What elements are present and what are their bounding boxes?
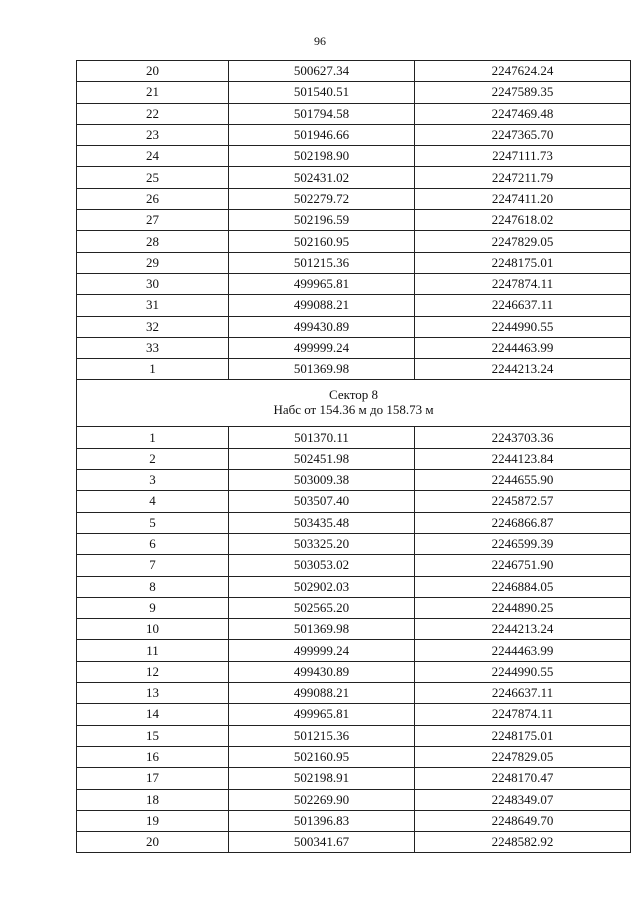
- point-number-cell: 27: [77, 210, 229, 231]
- y-coordinate-cell: 2244213.24: [415, 359, 631, 380]
- point-number-cell: 1: [77, 427, 229, 448]
- table-row: [77, 103, 631, 124]
- table-row: [77, 124, 631, 145]
- y-coordinate-cell: 2246866.87: [415, 512, 631, 533]
- table-row: [77, 231, 631, 252]
- x-coordinate-cell: 502902.03: [229, 576, 415, 597]
- table-row: [77, 210, 631, 231]
- y-coordinate-cell: 2247365.70: [415, 124, 631, 145]
- table-row: [77, 597, 631, 618]
- x-coordinate-cell: 501540.51: [229, 82, 415, 103]
- point-number-cell: 23: [77, 124, 229, 145]
- y-coordinate-cell: 2244990.55: [415, 316, 631, 337]
- table-row: [77, 337, 631, 358]
- x-coordinate-cell: 501369.98: [229, 619, 415, 640]
- sector-header: [77, 380, 631, 427]
- x-coordinate-cell: 501794.58: [229, 103, 415, 124]
- point-number-cell: 11: [77, 640, 229, 661]
- point-number-cell: 12: [77, 661, 229, 682]
- table-row: [77, 768, 631, 789]
- point-number-cell: 2: [77, 448, 229, 469]
- table-row: [77, 640, 631, 661]
- y-coordinate-cell: 2243703.36: [415, 427, 631, 448]
- x-coordinate-cell: 499430.89: [229, 316, 415, 337]
- y-coordinate-cell: 2247589.35: [415, 82, 631, 103]
- point-number-cell: 13: [77, 683, 229, 704]
- x-coordinate-cell: 499999.24: [229, 640, 415, 661]
- x-coordinate-cell: 502160.95: [229, 231, 415, 252]
- x-coordinate-cell: 499088.21: [229, 295, 415, 316]
- x-coordinate-cell: 501369.98: [229, 359, 415, 380]
- table-row: [77, 146, 631, 167]
- x-coordinate-cell: 501946.66: [229, 124, 415, 145]
- y-coordinate-cell: 2246884.05: [415, 576, 631, 597]
- point-number-cell: 20: [77, 61, 229, 82]
- point-number-cell: 30: [77, 273, 229, 294]
- table-row: [77, 491, 631, 512]
- point-number-cell: 20: [77, 832, 229, 853]
- y-coordinate-cell: 2247469.48: [415, 103, 631, 124]
- x-coordinate-cell: 502160.95: [229, 746, 415, 767]
- table-row: [77, 789, 631, 810]
- y-coordinate-cell: 2248649.70: [415, 810, 631, 831]
- y-coordinate-cell: 2247111.73: [415, 146, 631, 167]
- point-number-cell: 26: [77, 188, 229, 209]
- point-number-cell: 25: [77, 167, 229, 188]
- table-row: [77, 619, 631, 640]
- sector-elevation-range: Набс от 154.36 м до 158.73 м: [273, 402, 434, 418]
- y-coordinate-cell: 2244463.99: [415, 337, 631, 358]
- point-number-cell: 6: [77, 533, 229, 554]
- table-row: [77, 704, 631, 725]
- x-coordinate-cell: 503507.40: [229, 491, 415, 512]
- x-coordinate-cell: 500341.67: [229, 832, 415, 853]
- x-coordinate-cell: 502269.90: [229, 789, 415, 810]
- point-number-cell: 19: [77, 810, 229, 831]
- y-coordinate-cell: 2244213.24: [415, 619, 631, 640]
- point-number-cell: 14: [77, 704, 229, 725]
- point-number-cell: 1: [77, 359, 229, 380]
- point-number-cell: 32: [77, 316, 229, 337]
- point-number-cell: 18: [77, 789, 229, 810]
- table-row: [77, 832, 631, 853]
- y-coordinate-cell: 2244655.90: [415, 470, 631, 491]
- y-coordinate-cell: 2247874.11: [415, 704, 631, 725]
- table-row: [77, 82, 631, 103]
- x-coordinate-cell: 500627.34: [229, 61, 415, 82]
- x-coordinate-cell: 503435.48: [229, 512, 415, 533]
- point-number-cell: 31: [77, 295, 229, 316]
- table-row: [77, 533, 631, 554]
- point-number-cell: 24: [77, 146, 229, 167]
- point-number-cell: 33: [77, 337, 229, 358]
- table-row: [77, 295, 631, 316]
- table-row: [77, 746, 631, 767]
- x-coordinate-cell: 503009.38: [229, 470, 415, 491]
- x-coordinate-cell: 502565.20: [229, 597, 415, 618]
- x-coordinate-cell: 502451.98: [229, 448, 415, 469]
- table-row: [77, 359, 631, 380]
- table-body-after: [77, 427, 631, 853]
- page-number: 96: [314, 34, 326, 48]
- y-coordinate-cell: 2248582.92: [415, 832, 631, 853]
- point-number-cell: 22: [77, 103, 229, 124]
- table-row: [77, 448, 631, 469]
- point-number-cell: 29: [77, 252, 229, 273]
- x-coordinate-cell: 499965.81: [229, 704, 415, 725]
- x-coordinate-cell: 501215.36: [229, 252, 415, 273]
- x-coordinate-cell: 503325.20: [229, 533, 415, 554]
- x-coordinate-cell: 502196.59: [229, 210, 415, 231]
- table-row: [77, 427, 631, 448]
- y-coordinate-cell: 2246599.39: [415, 533, 631, 554]
- x-coordinate-cell: 499999.24: [229, 337, 415, 358]
- y-coordinate-cell: 2247874.11: [415, 273, 631, 294]
- point-number-cell: 8: [77, 576, 229, 597]
- point-number-cell: 15: [77, 725, 229, 746]
- y-coordinate-cell: 2246751.90: [415, 555, 631, 576]
- x-coordinate-cell: 503053.02: [229, 555, 415, 576]
- table-row: [77, 661, 631, 682]
- point-number-cell: 28: [77, 231, 229, 252]
- y-coordinate-cell: 2248349.07: [415, 789, 631, 810]
- y-coordinate-cell: 2244990.55: [415, 661, 631, 682]
- table-row: [77, 61, 631, 82]
- point-number-cell: 17: [77, 768, 229, 789]
- x-coordinate-cell: 499088.21: [229, 683, 415, 704]
- table-row: [77, 316, 631, 337]
- point-number-cell: 16: [77, 746, 229, 767]
- x-coordinate-cell: 502198.90: [229, 146, 415, 167]
- coordinates-table: [76, 60, 631, 853]
- point-number-cell: 10: [77, 619, 229, 640]
- point-number-cell: 3: [77, 470, 229, 491]
- y-coordinate-cell: 2247829.05: [415, 746, 631, 767]
- y-coordinate-cell: 2246637.11: [415, 683, 631, 704]
- y-coordinate-cell: 2244463.99: [415, 640, 631, 661]
- x-coordinate-cell: 501396.83: [229, 810, 415, 831]
- table-row: [77, 810, 631, 831]
- y-coordinate-cell: 2247618.02: [415, 210, 631, 231]
- table-body-before: [77, 61, 631, 380]
- sector-row: [77, 380, 631, 427]
- table-row: [77, 470, 631, 491]
- y-coordinate-cell: 2247211.79: [415, 167, 631, 188]
- table-row: [77, 252, 631, 273]
- y-coordinate-cell: 2248175.01: [415, 725, 631, 746]
- x-coordinate-cell: 502279.72: [229, 188, 415, 209]
- y-coordinate-cell: 2244890.25: [415, 597, 631, 618]
- y-coordinate-cell: 2245872.57: [415, 491, 631, 512]
- x-coordinate-cell: 499965.81: [229, 273, 415, 294]
- x-coordinate-cell: 502198.91: [229, 768, 415, 789]
- x-coordinate-cell: 501370.11: [229, 427, 415, 448]
- point-number-cell: 9: [77, 597, 229, 618]
- y-coordinate-cell: 2244123.84: [415, 448, 631, 469]
- y-coordinate-cell: 2247624.24: [415, 61, 631, 82]
- point-number-cell: 4: [77, 491, 229, 512]
- y-coordinate-cell: 2247829.05: [415, 231, 631, 252]
- point-number-cell: 21: [77, 82, 229, 103]
- point-number-cell: 7: [77, 555, 229, 576]
- table-row: [77, 512, 631, 533]
- x-coordinate-cell: 501215.36: [229, 725, 415, 746]
- point-number-cell: 5: [77, 512, 229, 533]
- table-row: [77, 725, 631, 746]
- y-coordinate-cell: 2246637.11: [415, 295, 631, 316]
- sector-cell: [77, 380, 631, 427]
- x-coordinate-cell: 502431.02: [229, 167, 415, 188]
- table-row: [77, 683, 631, 704]
- table-row: [77, 273, 631, 294]
- table-row: [77, 188, 631, 209]
- table-row: [77, 555, 631, 576]
- sector-title: Сектор 8: [328, 387, 378, 403]
- y-coordinate-cell: 2247411.20: [415, 188, 631, 209]
- y-coordinate-cell: 2248175.01: [415, 252, 631, 273]
- table-row: [77, 576, 631, 597]
- table-row: [77, 167, 631, 188]
- y-coordinate-cell: 2248170.47: [415, 768, 631, 789]
- x-coordinate-cell: 499430.89: [229, 661, 415, 682]
